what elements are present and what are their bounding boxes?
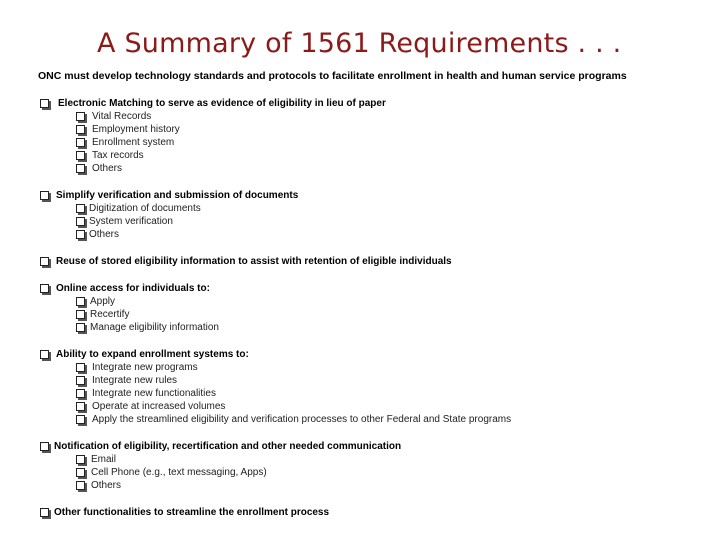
checkbox-icon bbox=[76, 481, 85, 490]
checkbox-icon bbox=[76, 310, 85, 319]
section-heading: Electronic Matching to serve as evidence of eligibility in lieu of paper bbox=[40, 97, 386, 110]
checkbox-icon bbox=[76, 138, 85, 147]
checkbox-icon bbox=[40, 257, 49, 266]
checkbox-icon bbox=[76, 297, 85, 306]
section-heading: Online access for individuals to: bbox=[40, 282, 210, 295]
section-heading: Reuse of stored eligibility information to assist with retention of eligible individuals bbox=[40, 255, 452, 268]
list-item: Integrate new functionalities bbox=[76, 387, 216, 400]
checkbox-icon bbox=[76, 112, 85, 121]
list-item: Digitization of documents bbox=[76, 202, 201, 215]
checkbox-icon bbox=[40, 350, 49, 359]
list-item: Tax records bbox=[76, 149, 144, 162]
section-heading: Ability to expand enrollment systems to: bbox=[40, 348, 249, 361]
checkbox-icon bbox=[76, 468, 85, 477]
list-item: Apply the streamlined eligibility and verification processes to other Federal and State programs bbox=[76, 413, 511, 426]
list-item: Enrollment system bbox=[76, 136, 174, 149]
checkbox-icon bbox=[40, 99, 49, 108]
checkbox-icon bbox=[76, 151, 85, 160]
list-item: System verification bbox=[76, 215, 173, 228]
checkbox-icon bbox=[40, 442, 49, 451]
section-heading: Simplify verification and submission of documents bbox=[40, 189, 298, 202]
list-item: Apply bbox=[76, 295, 115, 308]
checkbox-icon bbox=[40, 191, 49, 200]
list-item: Others bbox=[76, 228, 119, 241]
list-item: Integrate new programs bbox=[76, 361, 198, 374]
checkbox-icon bbox=[76, 389, 85, 398]
list-item: Email bbox=[76, 453, 116, 466]
list-item: Integrate new rules bbox=[76, 374, 177, 387]
section-heading: Notification of eligibility, recertification and other needed communication bbox=[40, 440, 401, 453]
intro-text: ONC must develop technology standards and protocols to facilitate enrollment in health and human service programs bbox=[38, 70, 627, 82]
section-heading: Other functionalities to streamline the enrollment process bbox=[40, 506, 329, 519]
checkbox-icon bbox=[76, 376, 85, 385]
checkbox-icon bbox=[76, 204, 85, 213]
checkbox-icon bbox=[76, 323, 85, 332]
checkbox-icon bbox=[76, 230, 85, 239]
slide-title: A Summary of 1561 Requirements . . . bbox=[97, 28, 622, 59]
checkbox-icon bbox=[76, 363, 85, 372]
checkbox-icon bbox=[76, 415, 85, 424]
list-item: Manage eligibility information bbox=[76, 321, 219, 334]
list-item: Others bbox=[76, 162, 122, 175]
checkbox-icon bbox=[76, 217, 85, 226]
checkbox-icon bbox=[76, 164, 85, 173]
checkbox-icon bbox=[76, 125, 85, 134]
checkbox-icon bbox=[40, 284, 49, 293]
list-item: Operate at increased volumes bbox=[76, 400, 225, 413]
checkbox-icon bbox=[76, 402, 85, 411]
list-item: Employment history bbox=[76, 123, 180, 136]
list-item: Recertify bbox=[76, 308, 129, 321]
checkbox-icon bbox=[40, 508, 49, 517]
list-item: Others bbox=[76, 479, 121, 492]
checkbox-icon bbox=[76, 455, 85, 464]
list-item: Cell Phone (e.g., text messaging, Apps) bbox=[76, 466, 267, 479]
list-item: Vital Records bbox=[76, 110, 151, 123]
